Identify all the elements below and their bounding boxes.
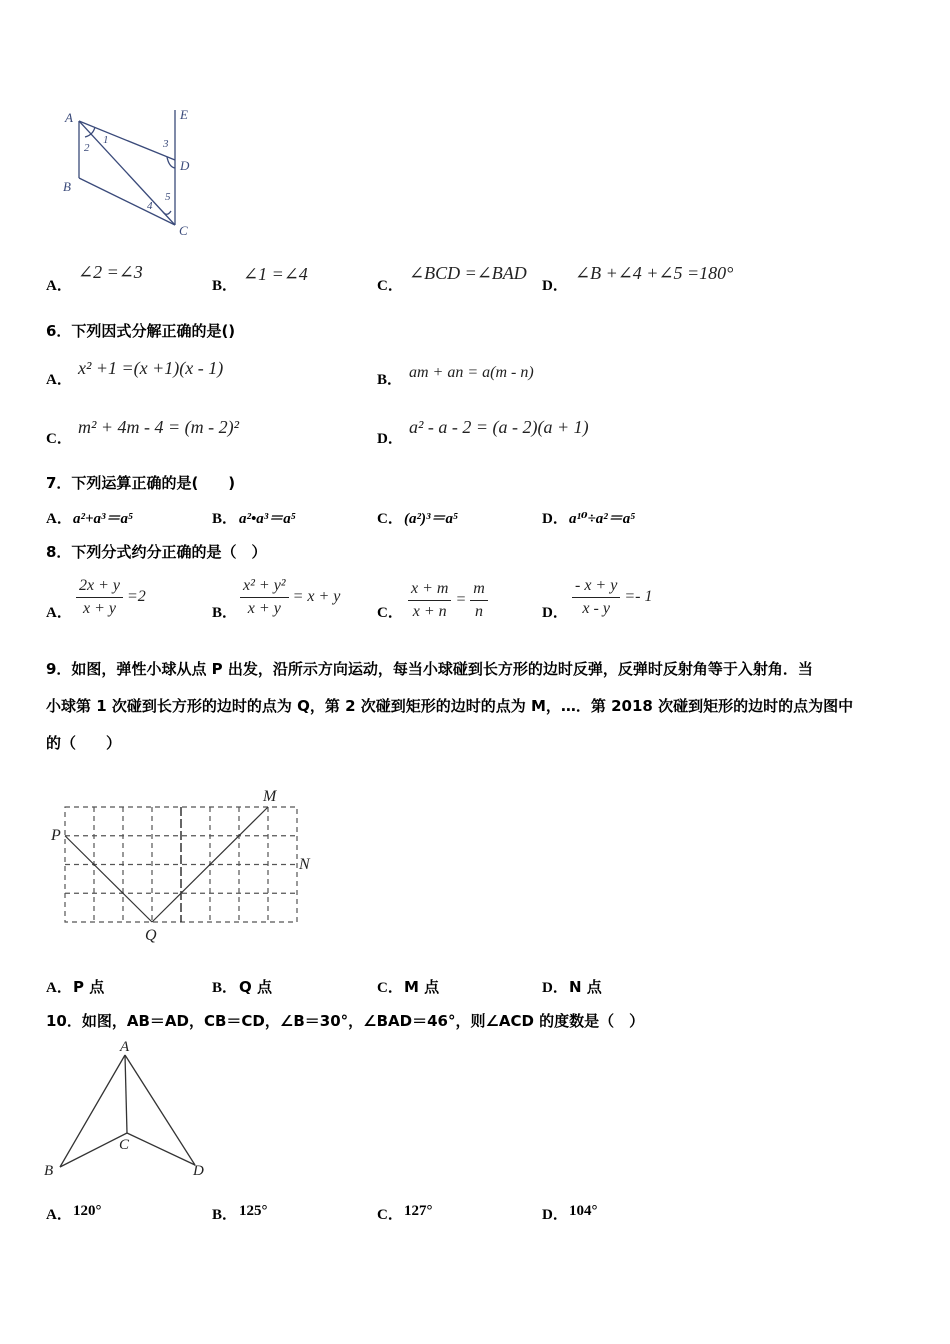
- q9-stem-line1: 9．如图，弹性小球从点 P 出发，沿所示方向运动，每当小球碰到长方形的边时反弹，反弹时反射角等于入射角．当: [46, 660, 813, 678]
- q9-option-c[interactable]: M 点: [404, 978, 440, 996]
- q8-option-c[interactable]: $\frac{x + m}{x + n}$ = $\frac{m}{n}$: [408, 580, 488, 621]
- q5-label-e: E: [180, 107, 188, 122]
- q8-a-denominator: x + y: [83, 600, 116, 617]
- q8-option-a[interactable]: [76, 577, 146, 618]
- q5-label-a: A: [65, 110, 73, 125]
- q10-label-c: C: [119, 1137, 130, 1153]
- q9-stem: [46, 651, 906, 762]
- q5-angle-1: 1: [103, 134, 109, 146]
- q7-stem: 7．下列运算正确的是( ): [46, 474, 236, 492]
- q8-c-rhs-denominator: n: [475, 603, 484, 620]
- q9-stem-line3: 的（ ）: [46, 734, 122, 752]
- q8-d-rhs: =- 1: [624, 588, 653, 606]
- q7-option-c[interactable]: (a²)³＝a⁵: [404, 511, 459, 527]
- q6-option-a-label: A．: [46, 372, 72, 388]
- q5-angle-4: 4: [147, 200, 153, 212]
- q7-option-a-label: A．: [46, 511, 72, 527]
- q10-option-b-label: B．: [212, 1207, 238, 1223]
- q7-option-b[interactable]: a²•a³＝a⁵: [239, 511, 296, 527]
- q5-angle-2: 2: [84, 142, 90, 154]
- q9-path-pq: [65, 836, 152, 922]
- q8-d-denominator: x - y: [582, 600, 610, 617]
- q5-label-d: D: [180, 158, 190, 173]
- q9-option-d-label: D．: [542, 980, 568, 996]
- q5-label-b: B: [63, 179, 71, 194]
- q5-option-b-label: B．: [212, 278, 238, 294]
- q6-option-c-label: C．: [46, 431, 72, 447]
- q6-stem: 6．下列因式分解正确的是(): [46, 322, 236, 340]
- q9-path-qm: [152, 807, 268, 922]
- q9-label-p: P: [51, 827, 61, 844]
- q9-label-n: N: [299, 856, 310, 873]
- q8-option-d-label: D．: [542, 605, 568, 621]
- q8-d-numerator: - x + y: [572, 577, 620, 598]
- q5-figure: [55, 105, 205, 240]
- q6-option-c[interactable]: m² + 4m - 4 = (m - 2)²: [78, 417, 240, 437]
- q6-option-b[interactable]: am + an = a(m - n): [409, 364, 534, 381]
- q8-c-numerator: x + m: [408, 580, 451, 601]
- q8-option-c-label: C．: [377, 605, 403, 621]
- q10-option-d[interactable]: 104°: [569, 1203, 598, 1219]
- q5-option-a-label: A．: [46, 278, 72, 294]
- q5-option-c-label: C．: [377, 278, 403, 294]
- q5-angle-3: 3: [163, 138, 169, 150]
- q10-segment-ac: [125, 1055, 127, 1133]
- q5-angle-arc: [163, 211, 171, 214]
- q5-option-b[interactable]: ∠1 =∠4: [243, 264, 308, 284]
- q7-option-c-label: C．: [377, 511, 403, 527]
- q10-stem: 10．如图，AB＝AD，CB＝CD，∠B＝30°，∠BAD＝46°，则∠ACD 的度数是（ ）: [46, 1012, 645, 1030]
- q5-option-d-label: D．: [542, 278, 568, 294]
- q10-option-a[interactable]: 120°: [73, 1203, 102, 1219]
- q9-figure: [45, 785, 325, 945]
- q5-label-c: C: [179, 223, 188, 238]
- q5-segment-bc: [79, 178, 175, 225]
- q6-option-d[interactable]: a² - a - 2 = (a - 2)(a + 1): [409, 417, 589, 437]
- q5-option-d[interactable]: ∠B +∠4 +∠5 =180°: [575, 263, 734, 283]
- q7-option-d-label: D．: [542, 511, 568, 527]
- q7-option-d[interactable]: a¹⁰÷a²＝a⁵: [569, 511, 636, 527]
- q8-c-denominator: x + n: [412, 603, 447, 620]
- q5-angle-5: 5: [165, 191, 171, 203]
- q8-b-numerator: x² + y²: [240, 577, 289, 598]
- q6-option-b-label: B．: [377, 372, 403, 388]
- q10-label-b: B: [44, 1163, 54, 1179]
- q8-c-rhs-numerator: m: [470, 580, 488, 601]
- q10-option-a-label: A．: [46, 1207, 72, 1223]
- q6-option-a[interactable]: x² +1 =(x +1)(x - 1): [78, 358, 224, 378]
- q9-stem-line2: 小球第 1 次碰到长方形的边时的点为 Q，第 2 次碰到矩形的边时的点为 M，…．第 2018 次碰到矩形的边时的点为图中: [46, 697, 854, 715]
- q8-b-denominator: x + y: [247, 600, 281, 617]
- q8-stem: 8．下列分式约分正确的是（ ）: [46, 543, 267, 561]
- q9-option-c-label: C．: [377, 980, 403, 996]
- q9-label-q: Q: [145, 927, 157, 944]
- q10-figure: [40, 1035, 220, 1185]
- q8-option-a-label: A．: [46, 605, 72, 621]
- q8-option-d[interactable]: [572, 577, 652, 618]
- q9-option-a-label: A．: [46, 980, 72, 996]
- q5-segment-ac: [79, 121, 175, 225]
- q10-option-c[interactable]: 127°: [404, 1203, 433, 1219]
- q7-option-b-label: B．: [212, 511, 238, 527]
- q5-option-a[interactable]: ∠2 =∠3: [78, 262, 143, 282]
- q9-option-d[interactable]: N 点: [569, 978, 602, 996]
- q8-a-rhs: =2: [127, 588, 146, 606]
- q7-option-a[interactable]: a²+a³＝a⁵: [73, 511, 134, 527]
- q5-segment-ad: [79, 121, 175, 160]
- q5-option-c[interactable]: ∠BCD =∠BAD: [409, 263, 527, 283]
- q10-label-d: D: [193, 1163, 204, 1179]
- q8-a-numerator: 2x + y: [76, 577, 123, 598]
- q8-b-rhs: = x + y: [292, 588, 341, 606]
- q10-option-b[interactable]: 125°: [239, 1203, 268, 1219]
- q10-option-d-label: D．: [542, 1207, 568, 1223]
- q9-option-b-label: B．: [212, 980, 238, 996]
- q6-option-d-label: D．: [377, 431, 403, 447]
- q10-option-c-label: C．: [377, 1207, 403, 1223]
- q9-option-b[interactable]: Q 点: [239, 978, 272, 996]
- q8-option-b-label: B．: [212, 605, 238, 621]
- q8-option-b[interactable]: [240, 577, 340, 618]
- q9-label-m: M: [263, 788, 277, 805]
- q9-option-a[interactable]: P 点: [73, 978, 105, 996]
- q10-label-a: A: [120, 1039, 130, 1055]
